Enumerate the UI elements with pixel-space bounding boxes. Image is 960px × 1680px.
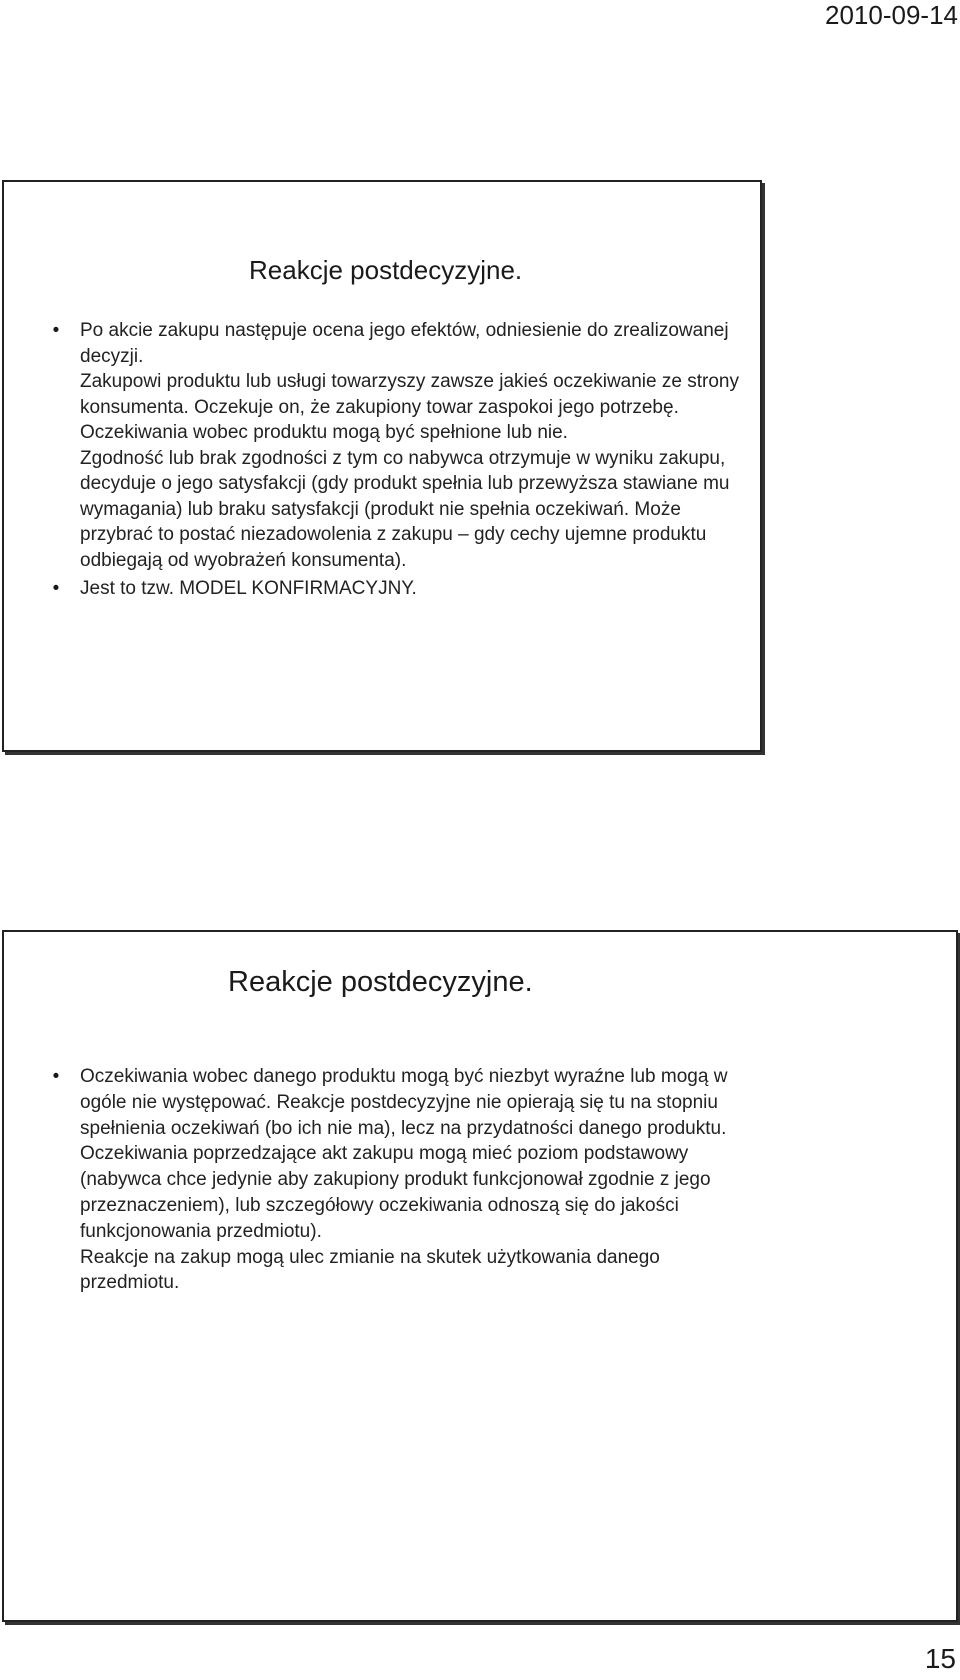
slide-1 — [2, 180, 762, 752]
bullet-dot-icon: • — [52, 1066, 60, 1087]
slide-2 — [2, 930, 958, 1622]
slide-1-title: Reakcje postdecyzyjne. — [249, 255, 523, 285]
bullet-dot-icon: • — [52, 578, 60, 599]
bullet-paragraph: Oczekiwania wobec danego produktu mogą być niezbyt wyraźne lub mogą w ogóle nie występować. Reakcje postdecyzyjne nie opierają się tu na stopniu spełnienia oczekiwań (bo ich nie ma), lecz na przydatności danego produktu. — [80, 1066, 728, 1139]
slide-2-bullet-list — [48, 1064, 728, 1296]
bullet-item — [48, 1064, 728, 1296]
bullet-item — [48, 318, 748, 573]
bullet-item — [48, 576, 748, 602]
page-number: 15 — [924, 1643, 956, 1674]
bullet-paragraph: Jest to tzw. MODEL KONFIRMACYJNY. — [80, 578, 417, 599]
bullet-paragraph: Zgodność lub brak zgodności z tym co nabywca otrzymuje w wyniku zakupu, decyduje o jego satysfakcji (gdy produkt spełnia lub przewyższa stawiane mu wymagania) lub braku satysfakcji (produkt nie spełnia oczekiwań. Może przybrać to postać niezadowolenia z zakupu – gdy cechy ujemne produktu odbiegają od wyobrażeń konsumenta). — [80, 447, 730, 571]
slide-1-bullet-list — [48, 318, 748, 602]
bullet-paragraph: Reakcje na zakup mogą ulec zmianie na skutek użytkowania danego przedmiotu. — [80, 1246, 660, 1294]
bullet-paragraph: Zakupowi produktu lub usługi towarzyszy zawsze jakieś oczekiwanie ze strony konsumenta. Oczekuje on, że zakupiony towar zaspokoi jego potrzebę. Oczekiwania wobec produktu mogą być spełnione lub nie. — [80, 371, 739, 443]
bullet-dot-icon: • — [52, 320, 60, 341]
bullet-paragraph: Oczekiwania poprzedzające akt zakupu mogą mieć poziom podstawowy (nabywca chce jedynie aby zakupiony produkt funkcjonował zgodnie z jego przeznaczeniem), lub szczegółowy oczekiwania odnoszą się do jakości funkcjonowania przedmiotu). — [80, 1143, 711, 1242]
slide-2-title: Reakcje postdecyzyjne. — [228, 966, 533, 998]
bullet-paragraph: Po akcie zakupu następuje ocena jego efektów, odniesienie do zrealizowanej decyzji. — [80, 320, 729, 367]
header-date: 2010-09-14 — [825, 0, 958, 30]
